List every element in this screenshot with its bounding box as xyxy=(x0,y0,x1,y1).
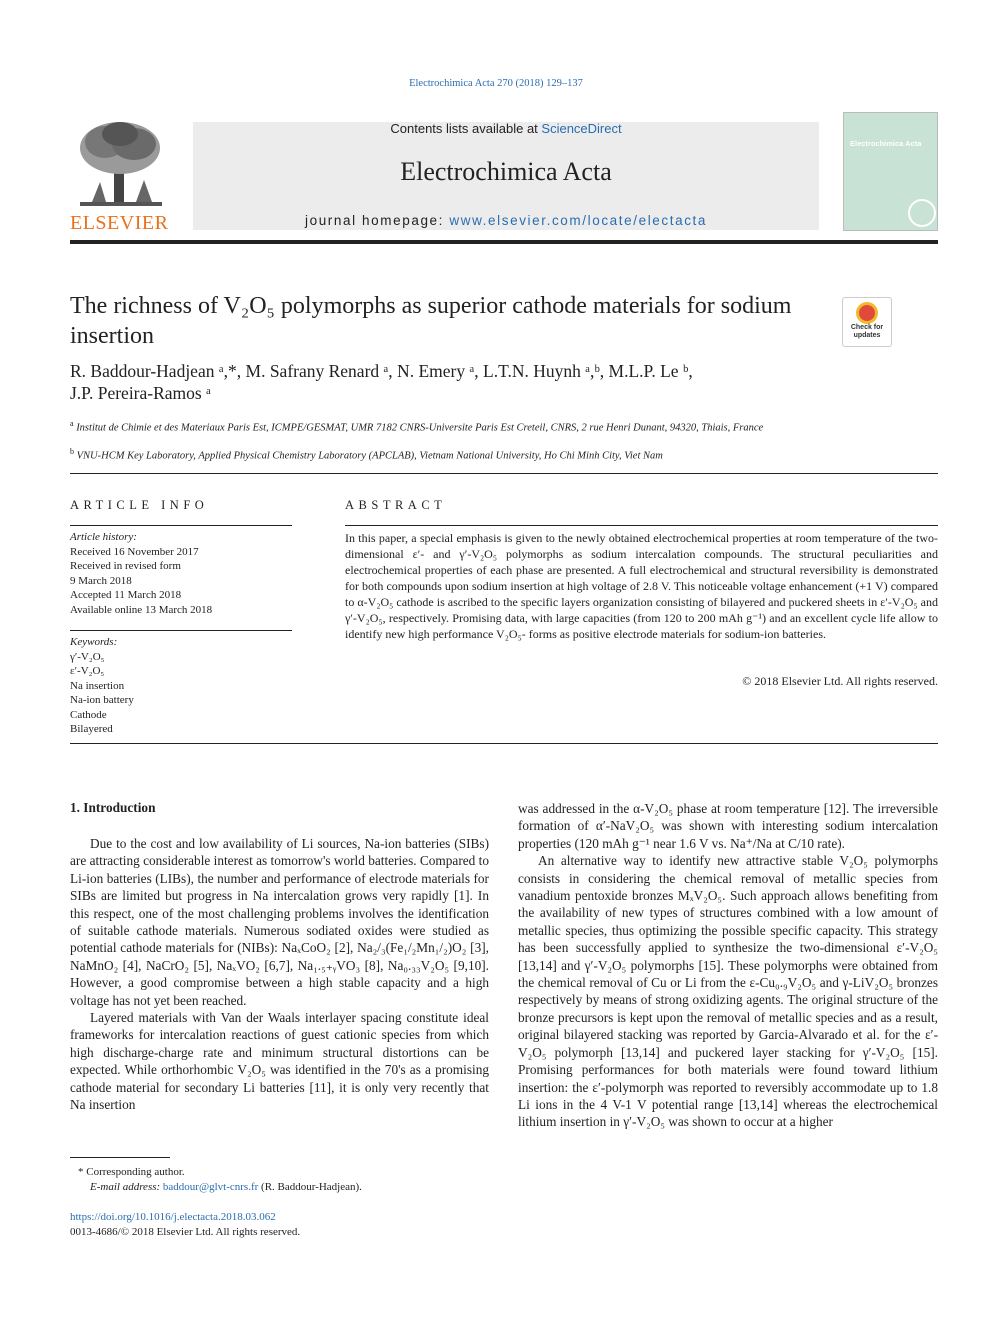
homepage-prefix: journal homepage: xyxy=(304,213,450,228)
keywords-label: Keywords: xyxy=(70,636,118,648)
badge-line2: updates xyxy=(853,332,881,339)
homepage-link[interactable]: www.elsevier.com/locate/electacta xyxy=(449,213,708,228)
contents-prefix: Contents lists available at xyxy=(390,121,542,136)
article-title: The richness of V₂O₅ polymorphs as superior cathode materials for sodium insertion xyxy=(70,293,792,349)
journal-name: Electrochimica Acta xyxy=(400,157,612,186)
keyword-item: Na-ion battery xyxy=(70,694,134,706)
abstract-heading: ABSTRACT xyxy=(345,498,447,512)
abstract-rule xyxy=(345,525,938,526)
journal-homepage xyxy=(193,213,819,228)
keyword-item: Bilayered xyxy=(70,723,113,735)
paragraph: was addressed in the α-V₂O₅ phase at room temperature [12]. The irreversible formation of α′-NaV₂O₅ was shown with interesting sodium intercalation properties (120 mAh g⁻¹ near 1.6 V vs. Na⁺/Na at C/10 rate). xyxy=(518,801,938,851)
article-info-heading: ARTICLE INFO xyxy=(70,498,209,512)
elsevier-wordmark: ELSEVIER xyxy=(70,212,169,234)
paragraph: An alternative way to identify new attractive stable V₂O₅ polymorphs consists in considering the chemical removal of metallic species from vanadium pentoxide bronzes MₓV₂O₅. Such approach allows benefiting from the availability of new types of structures combined with a low amount of metallic species, thus optimizing the possible specific capacity. This strategy has been successfully applied to synthesize the two-dimensional ε′-V₂O₅ [13,14] and γ′-V₂O₅ polymorphs [15]. These polymorphs were obtained from the chemical removal of Cu or Li from the ε-Cu₀.₉V₂O₅ and γ-LiV₂O₅ bronzes respectively by means of strong oxidizing agents. The original structure of the bronze precursors is kept upon the removal of metallic species and as a result, original bilayered stacking was reported by Garcia-Alvarado et al. for the ε′-V₂O₅ polymorph [13,14] and puckered layer stacking for γ′-V₂O₅ [15]. Promising performances for both materials were found toward lithium insertion: the ε′-polymorph was reported to reversibly accommodate up to 1.8 Li ions in the 4 V-1 V potential range [13,14] whereas the electrochemical lithium insertion in γ′-V₂O₅ was shown to occur at a higher xyxy=(518,853,938,1130)
history-item: Received 16 November 2017 xyxy=(70,545,199,558)
sciencedirect-link[interactable]: ScienceDirect xyxy=(541,121,622,136)
body-right-column xyxy=(518,800,938,1131)
affiliation-b-mark: b xyxy=(70,447,74,456)
email-link[interactable]: baddour@glvt-cnrs.fr xyxy=(162,1181,259,1193)
keyword-item: γ′-V₂O₅ xyxy=(70,650,105,663)
email-suffix: (R. Baddour-Hadjean). xyxy=(258,1181,362,1193)
affiliation-a-mark: a xyxy=(70,419,74,428)
history-item: Accepted 11 March 2018 xyxy=(70,589,182,601)
bookmark-icon xyxy=(856,302,878,324)
history-item: Received in revised form xyxy=(70,560,181,572)
authors-line-2: J.P. Pereira-Ramos ᵃ xyxy=(70,383,211,403)
elsevier-tree-icon xyxy=(70,116,172,212)
corresponding-author: * Corresponding author. xyxy=(78,1166,185,1178)
elsevier-logo xyxy=(70,116,172,232)
abstract-bottom-rule xyxy=(70,743,938,744)
author-list xyxy=(70,360,830,404)
contents-line xyxy=(193,121,819,136)
header-rule xyxy=(70,240,938,244)
journal-cover-thumbnail[interactable] xyxy=(843,112,938,231)
affiliation-a xyxy=(70,417,830,436)
journal-citation[interactable]: Electrochimica Acta 270 (2018) 129–137 xyxy=(409,78,583,89)
corresponding-footnote xyxy=(78,1165,498,1195)
abstract-text: In this paper, a special emphasis is given to the newly obtained electrochemical properties at room temperature of the two-dimensional ε′- and γ′-V₂O₅ polymorphs as sodium intercalation compounds. The structural peculiarities and electrochemical properties of each phase are presented. A full electrochemical and structural reversibility is demonstrated for both compounds upon sodium insertion at high voltage of 2.8 V. This noticeable voltage enhancement (+1 V) compared to α-V₂O₅ cathode is ascribed to the specific layers organization consisting of bilayered and puckered sheets in ε′-V₂O₅ and γ′-V₂O₅, respectively. Promising data, with large capacities (from 120 to 200 mAh g⁻¹) and an excellent cycle life allow to identify new high performance V₂O₅- forms as positive electrode materials for sodium-ion batteries. xyxy=(345,531,938,641)
affiliation-rule xyxy=(70,473,938,474)
affiliation-b-text: VNU-HCM Key Laboratory, Applied Physical Chemistry Laboratory (APCLAB), Vietnam National University, Ho Chi Minh City, Viet Nam xyxy=(76,450,663,462)
check-for-updates-badge[interactable] xyxy=(842,297,892,347)
paragraph: Due to the cost and low availability of Li sources, Na-ion batteries (SIBs) are attracting considerable interest as tomorrow's world batteries. Compared to Li-ion batteries (LIBs), the number and performance of electrode materials for SIBs are limited but progress in Na intercalation grows very rapidly [1]. In this respect, one of the most challenging problems involves the identification of suitable cathode materials. Numerous sodiated oxides were studied as potential cathode materials for (NIBs): NaₓCoO₂ [2], Na₂/₃(Fe₁/₂Mn₁/₂)O₂ [3], NaMnO₂ [4], NaCrO₂ [5], NaₓVO₂ [6,7], Na₁.₅₊ᵧVO₃ [8], Na₀.₃₃V₂O₅ [9,10]. However, a good compromise between a high stable capacity and a high voltage has not yet been reached. xyxy=(70,836,489,1008)
footnote-rule xyxy=(70,1157,170,1158)
affiliation-a-text: Institut de Chimie et des Materiaux Paris Est, ICMPE/GESMAT, UMR 7182 CNRS-Universite Paris Est Creteil, CNRS, 2 rue Henri Dunant, 94320, Thiais, France xyxy=(76,422,764,434)
body-left-column xyxy=(70,835,489,1114)
keyword-item: Cathode xyxy=(70,708,107,721)
keyword-item: ε′-V₂O₅ xyxy=(70,665,105,677)
issn-line: 0013-4686/© 2018 Elsevier Ltd. All rights reserved. xyxy=(70,1226,301,1238)
history-item: 9 March 2018 xyxy=(70,574,132,587)
authors-line-1: R. Baddour-Hadjean ᵃ,*, M. Safrany Renard ᵃ, N. Emery ᵃ, L.T.N. Huynh ᵃ,ᵇ, M.L.P. Le ᵇ, xyxy=(70,361,693,381)
cover-title: Electrochimica Acta xyxy=(850,139,922,148)
article-history xyxy=(70,530,292,617)
paragraph: Layered materials with Van der Waals interlayer spacing constitute ideal frameworks for intercalation reactions of guest cationic species from which high discharge-charge rate and minimum structural distortions can be expected. While orthorhombic V₂O₅ was identified in the 70's as a promising cathode material for secondary Li batteries [11], it is only very recently that Na insertion xyxy=(70,1010,489,1113)
doi-link[interactable]: https://doi.org/10.1016/j.electacta.2018.03.062 xyxy=(70,1211,276,1223)
keywords xyxy=(70,635,292,737)
keyword-item: Na insertion xyxy=(70,679,125,692)
email-label: E-mail address: xyxy=(90,1181,163,1193)
badge-line1: Check for xyxy=(850,324,884,331)
history-label: Article history: xyxy=(70,531,137,543)
keywords-rule xyxy=(70,630,292,631)
abstract-copyright: © 2018 Elsevier Ltd. All rights reserved. xyxy=(742,674,938,688)
affiliation-b xyxy=(70,445,830,464)
history-item: Available online 13 March 2018 xyxy=(70,603,213,616)
cover-emblem-icon xyxy=(908,199,936,227)
article-info-rule xyxy=(70,525,292,526)
section-heading-introduction: 1. Introduction xyxy=(70,800,156,815)
